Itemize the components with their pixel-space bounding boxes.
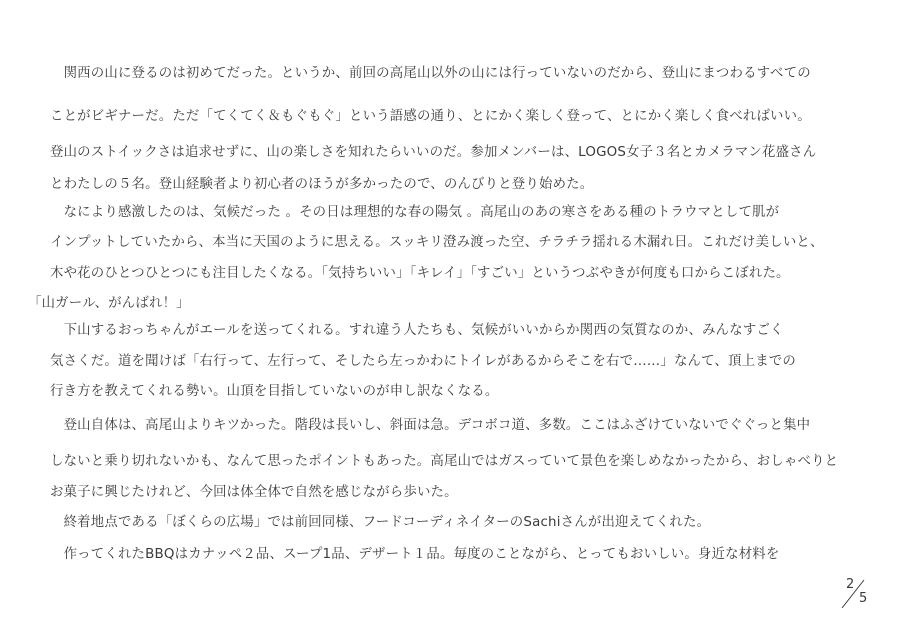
text-line: 木や花のひとつひとつにも注目したくなる。「気持ちいい」「キレイ」「すごい」というつぶやきが何度も口からこぼれた。 xyxy=(50,266,790,281)
text-line: 登山自体は、高尾山よりキツかった。階段は長いし、斜面は急。デコボコ道、多数。ここはふざけていないでぐぐっと集中 xyxy=(50,418,811,433)
text-line: インプットしていたから、本当に天国のように思える。スッキリ澄み渡った空、チラチラ揺れる木漏れ日。これだけ美しいと、 xyxy=(50,235,824,250)
text-line: ことがビギナーだ。ただ「てくてく＆もぐもぐ」という語感の通り、とにかく楽しく登って、とにかく楽しく食べればいい。 xyxy=(50,109,811,124)
text-line: 気さくだ。道を聞けば「右行って、左行って、そしたら左っかわにトイレがあるからそこを右で……」なんて、頂上までの xyxy=(50,354,797,369)
text-line: とわたしの５名。登山経験者より初心者のほうが多かったので、のんびりと登り始めた。 xyxy=(50,177,594,192)
page-number xyxy=(836,574,876,614)
text-line: お菓子に興じたけれど、今回は体全体で自然を感じながら歩いた。 xyxy=(50,485,458,500)
text-line: 登山のストイックさは追求せずに、山の楽しさを知れたらいいのだ。参加メンバーは、LOGOS女子３名とカメラマン花盛さん xyxy=(50,145,817,160)
page-number-current: 2 xyxy=(846,577,855,592)
text-line: 「山ガール、がんばれ！」 xyxy=(28,296,190,311)
text-line: 関西の山に登るのは初めてだった。というか、前回の高尾山以外の山には行っていないのだから、登山にまつわるすべての xyxy=(50,66,811,81)
page-number-slash xyxy=(836,574,876,614)
text-line: 終着地点である「ぼくらの広場」では前回同様、フードコーディネイターのSachiさんが出迎えてくれた。 xyxy=(50,515,711,530)
text-line: 作ってくれたBBQはカナッペ２品、スープ1品、デザート１品。毎度のことながら、とってもおいしい。身近な材料を xyxy=(50,547,780,562)
text-line: 下山するおっちゃんがエールを送ってくれる。すれ違う人たちも、気候がいいからか関西の気質なのか、みんなすごく xyxy=(50,323,784,338)
text-line: 行き方を教えてくれる勢い。山頂を目指していないのが申し訳なくなる。 xyxy=(50,384,499,399)
text-line: しないと乗り切れないかも、なんて思ったポイントもあった。高尾山ではガスっていて景色を楽しめなかったから、おしゃべりと xyxy=(50,454,839,469)
page-number-total: 5 xyxy=(859,591,868,606)
text-line: なにより感激したのは、気候だった 。その日は理想的な春の陽気 。高尾山のあの寒さをある種のトラウマとして肌が xyxy=(50,205,780,220)
